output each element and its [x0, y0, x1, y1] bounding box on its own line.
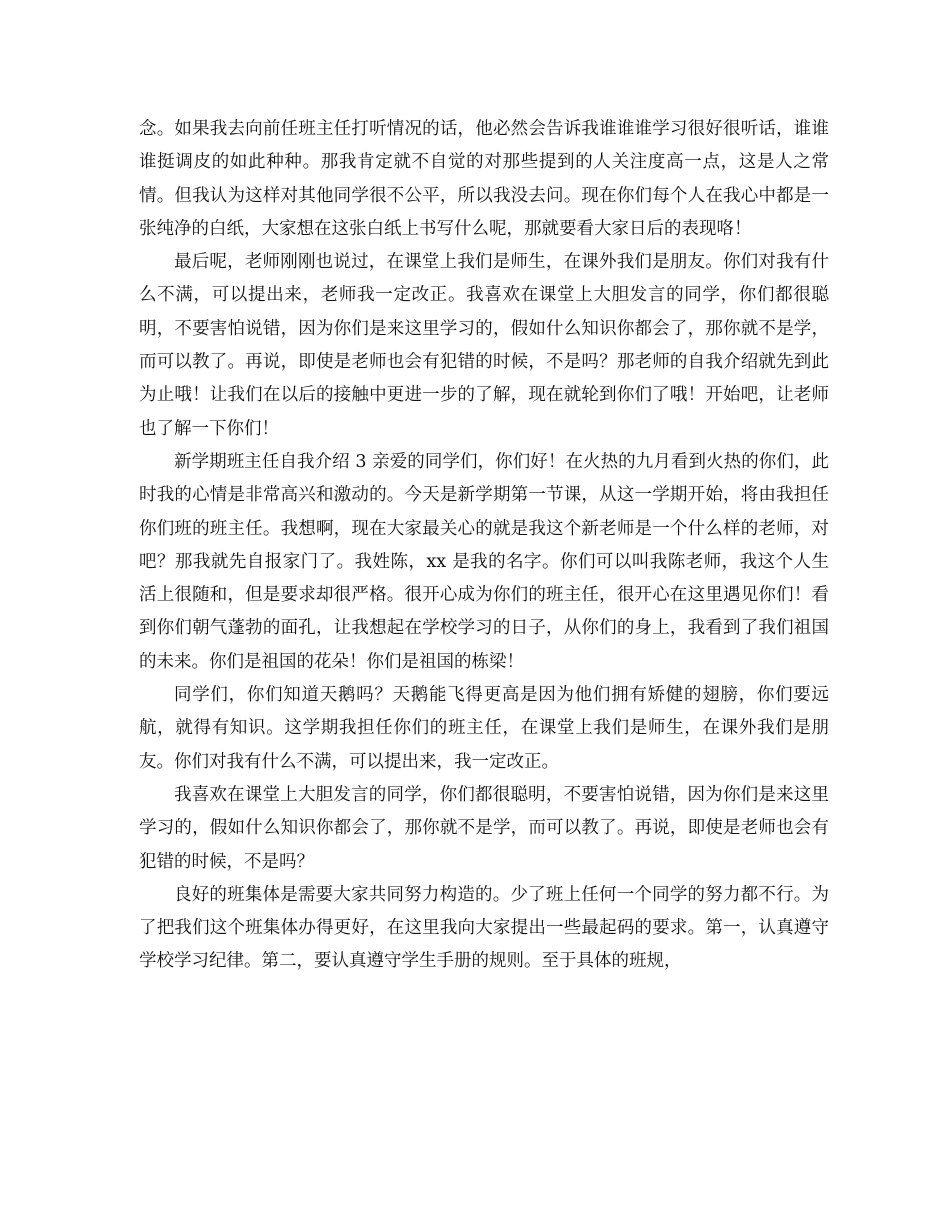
paragraph: 同学们，你们知道天鹅吗？天鹅能飞得更高是因为他们拥有矫健的翅膀，你们要远航，就得有知识。这学期我担任你们的班主任，在课堂上我们是师生，在课外我们是朋友。你们对我有什么不满，可以提出来，我一定改正。 — [139, 685, 829, 772]
document-body — [139, 113, 829, 979]
paragraph: 最后呢，老师刚刚也说过，在课堂上我们是师生，在课外我们是朋友。你们对我有什么不满，可以提出来，老师我一定改正。我喜欢在课堂上大胆发言的同学，你们都很聪明，不要害怕说错，因为你们是来这里学习的，假如什么知识你都会了，那你就不是学，而可以教了。再说，即使是老师也会有犯错的时候，不是吗？那老师的自我介绍就先到此为止哦！让我们在以后的接触中更进一步的了解，现在就轮到你们了哦！开始吧，让老师也了解一下你们！ — [139, 252, 829, 439]
paragraph: 新学期班主任自我介绍 3 亲爱的同学们，你们好！在火热的九月看到火热的你们，此时我的心情是非常高兴和激动的。今天是新学期第一节课，从这一学期开始，将由我担任你们班的班主任。我想啊，现在大家最关心的就是我这个新老师是一个什么样的老师，对吧？那我就先自报家门了。我姓陈，xx 是我的名字。你们可以叫我陈老师，我这个人生活上很随和，但是要求却很严格。很开心成为你们的班主任，很开心在这里遇见你们！看到你们朝气蓬勃的面孔，让我想起在学校学习的日子，从你们的身上，我看到了我们祖国的未来。你们是祖国的花朵！你们是祖国的栋梁！ — [139, 451, 829, 672]
paragraph: 我喜欢在课堂上大胆发言的同学，你们都很聪明，不要害怕说错，因为你们是来这里学习的，假如什么知识你都会了，那你就不是学，而可以教了。再说，即使是老师也会有犯错的时候，不是吗？ — [139, 784, 829, 872]
paragraph: 良好的班集体是需要大家共同努力构造的。少了班上任何一个同学的努力都不行。为了把我们这个班集体办得更好，在这里我向大家提出一些最起码的要求。第一，认真遵守学校学习纪律。第二，要认真遵守学生手册的规则。至于具体的班规， — [139, 884, 829, 972]
paragraph: 念。如果我去向前任班主任打听情况的话，他必然会告诉我谁谁谁学习很好很听话，谁谁谁挺调皮的如此种种。那我肯定就不自觉的对那些提到的人关注度高一点，这是人之常情。但我认为这样对其他同学很不公平，所以我没去问。现在你们每个人在我心中都是一张纯净的白纸，大家想在这张白纸上书写什么呢，那就要看大家日后的表现咯！ — [139, 119, 829, 239]
